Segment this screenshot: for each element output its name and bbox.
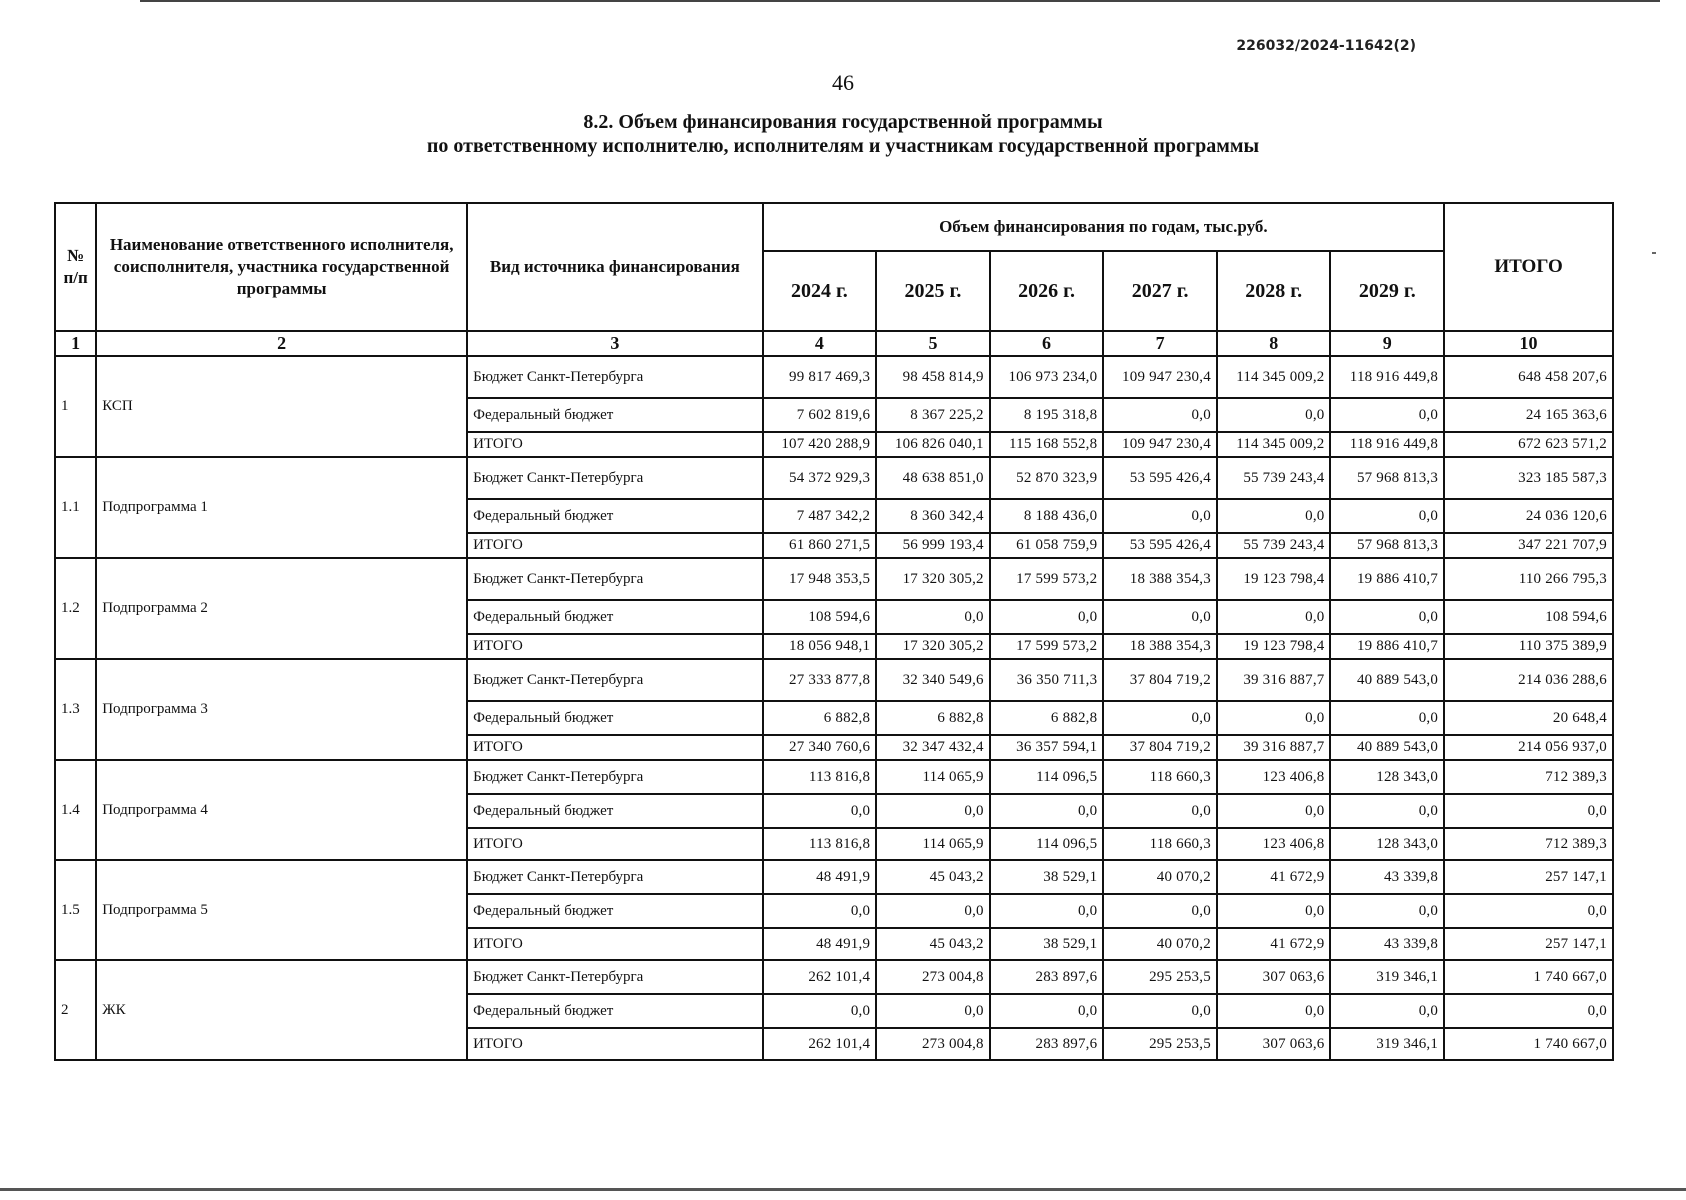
year-value: 128 343,0: [1330, 828, 1444, 860]
year-value: 57 968 813,3: [1330, 457, 1444, 499]
table-row: [55, 558, 1613, 600]
total-value: 648 458 207,6: [1444, 356, 1613, 398]
year-value: 53 595 426,4: [1103, 533, 1217, 558]
year-value: 54 372 929,3: [763, 457, 877, 499]
year-value: 53 595 426,4: [1103, 457, 1217, 499]
year-value: 61 860 271,5: [763, 533, 877, 558]
funding-source: Бюджет Санкт-Петербурга: [467, 860, 763, 894]
year-value: 118 916 449,8: [1330, 432, 1444, 457]
year-value: 8 360 342,4: [876, 499, 990, 533]
table-row: [55, 760, 1613, 794]
funding-source: ИТОГО: [467, 828, 763, 860]
column-index: 2: [96, 331, 467, 356]
year-value: 106 973 234,0: [990, 356, 1104, 398]
year-value: 40 889 543,0: [1330, 735, 1444, 760]
total-value: 110 266 795,3: [1444, 558, 1613, 600]
year-value: 0,0: [876, 894, 990, 928]
year-value: 17 320 305,2: [876, 634, 990, 659]
year-value: 0,0: [763, 994, 877, 1028]
year-value: 18 388 354,3: [1103, 634, 1217, 659]
column-index: 5: [876, 331, 990, 356]
total-value: 257 147,1: [1444, 928, 1613, 960]
section-title: [0, 110, 1686, 158]
year-value: 7 487 342,2: [763, 499, 877, 533]
year-value: 114 065,9: [876, 760, 990, 794]
year-value: 319 346,1: [1330, 1028, 1444, 1060]
year-value: 32 340 549,6: [876, 659, 990, 701]
document-number: 226032/2024-11642(2): [1236, 38, 1416, 54]
total-value: 347 221 707,9: [1444, 533, 1613, 558]
funding-source: Федеральный бюджет: [467, 600, 763, 634]
financing-table: [54, 202, 1614, 1061]
year-value: 0,0: [1217, 398, 1331, 432]
year-value: 0,0: [1330, 701, 1444, 735]
year-value: 19 886 410,7: [1330, 558, 1444, 600]
total-value: 1 740 667,0: [1444, 1028, 1613, 1060]
year-value: 55 739 243,4: [1217, 533, 1331, 558]
row-number: 1.2: [55, 558, 96, 659]
year-value: 6 882,8: [876, 701, 990, 735]
funding-source: ИТОГО: [467, 634, 763, 659]
funding-source: Бюджет Санкт-Петербурга: [467, 760, 763, 794]
column-index: 7: [1103, 331, 1217, 356]
total-value: 24 165 363,6: [1444, 398, 1613, 432]
row-number: 1.3: [55, 659, 96, 760]
total-value: 1 740 667,0: [1444, 960, 1613, 994]
year-value: 39 316 887,7: [1217, 735, 1331, 760]
total-value: 323 185 587,3: [1444, 457, 1613, 499]
year-value: 106 826 040,1: [876, 432, 990, 457]
year-value: 273 004,8: [876, 960, 990, 994]
year-value: 0,0: [990, 600, 1104, 634]
funding-source: Федеральный бюджет: [467, 398, 763, 432]
title-line-1: 8.2. Объем финансирования государственной программы: [583, 111, 1103, 133]
funding-source: Бюджет Санкт-Петербурга: [467, 457, 763, 499]
row-number: 2: [55, 960, 96, 1060]
funding-source: Федеральный бюджет: [467, 894, 763, 928]
funding-source: ИТОГО: [467, 735, 763, 760]
year-value: 295 253,5: [1103, 1028, 1217, 1060]
year-value: 8 188 436,0: [990, 499, 1104, 533]
margin-mark: [1652, 252, 1656, 254]
year-value: 113 816,8: [763, 828, 877, 860]
header-year: 2024 г.: [763, 251, 877, 331]
year-value: 37 804 719,2: [1103, 735, 1217, 760]
funding-source: Бюджет Санкт-Петербурга: [467, 356, 763, 398]
year-value: 61 058 759,9: [990, 533, 1104, 558]
year-value: 98 458 814,9: [876, 356, 990, 398]
year-value: 109 947 230,4: [1103, 356, 1217, 398]
column-index: 10: [1444, 331, 1613, 356]
table-row: [55, 860, 1613, 894]
total-value: 672 623 571,2: [1444, 432, 1613, 457]
row-number: 1.4: [55, 760, 96, 860]
column-index: 6: [990, 331, 1104, 356]
table-row: [55, 457, 1613, 499]
year-value: 0,0: [1217, 894, 1331, 928]
year-value: 115 168 552,8: [990, 432, 1104, 457]
header-executor-name: Наименование ответственного исполнителя, соисполнителя, участника государственной программы: [96, 203, 467, 331]
year-value: 0,0: [1103, 994, 1217, 1028]
year-value: 45 043,2: [876, 928, 990, 960]
year-value: 114 345 009,2: [1217, 432, 1331, 457]
year-value: 0,0: [876, 994, 990, 1028]
year-value: 114 065,9: [876, 828, 990, 860]
funding-source: ИТОГО: [467, 1028, 763, 1060]
year-value: 39 316 887,7: [1217, 659, 1331, 701]
year-value: 0,0: [1217, 600, 1331, 634]
year-value: 41 672,9: [1217, 928, 1331, 960]
year-value: 114 096,5: [990, 760, 1104, 794]
row-number: 1: [55, 356, 96, 457]
year-value: 123 406,8: [1217, 760, 1331, 794]
funding-source: ИТОГО: [467, 533, 763, 558]
year-value: 108 594,6: [763, 600, 877, 634]
executor-name: Подпрограмма 5: [96, 860, 467, 960]
year-value: 57 968 813,3: [1330, 533, 1444, 558]
funding-source: ИТОГО: [467, 928, 763, 960]
year-value: 114 096,5: [990, 828, 1104, 860]
total-value: 712 389,3: [1444, 828, 1613, 860]
year-value: 0,0: [1330, 398, 1444, 432]
total-value: 108 594,6: [1444, 600, 1613, 634]
table-body: [55, 356, 1613, 1060]
year-value: 118 660,3: [1103, 760, 1217, 794]
year-value: 0,0: [1330, 600, 1444, 634]
executor-name: Подпрограмма 3: [96, 659, 467, 760]
year-value: 0,0: [1330, 894, 1444, 928]
header-year: 2029 г.: [1330, 251, 1444, 331]
year-value: 48 638 851,0: [876, 457, 990, 499]
column-index: 9: [1330, 331, 1444, 356]
year-value: 0,0: [1217, 499, 1331, 533]
funding-source: Федеральный бюджет: [467, 499, 763, 533]
page-number: 46: [832, 70, 854, 95]
year-value: 307 063,6: [1217, 1028, 1331, 1060]
header-year: 2025 г.: [876, 251, 990, 331]
year-value: 118 660,3: [1103, 828, 1217, 860]
year-value: 0,0: [1330, 794, 1444, 828]
total-value: 257 147,1: [1444, 860, 1613, 894]
header-year: 2028 г.: [1217, 251, 1331, 331]
total-value: 24 036 120,6: [1444, 499, 1613, 533]
year-value: 19 886 410,7: [1330, 634, 1444, 659]
year-value: 40 070,2: [1103, 928, 1217, 960]
header-total: ИТОГО: [1444, 203, 1613, 331]
column-index: 8: [1217, 331, 1331, 356]
year-value: 36 350 711,3: [990, 659, 1104, 701]
total-value: 712 389,3: [1444, 760, 1613, 794]
year-value: 17 948 353,5: [763, 558, 877, 600]
total-value: 110 375 389,9: [1444, 634, 1613, 659]
title-line-2: по ответственному исполнителю, исполнителям и участникам государственной программы: [426, 135, 1260, 157]
funding-source: Федеральный бюджет: [467, 994, 763, 1028]
year-value: 18 388 354,3: [1103, 558, 1217, 600]
header-row-number: № п/п: [55, 203, 96, 331]
year-value: 48 491,9: [763, 928, 877, 960]
total-value: 0,0: [1444, 894, 1613, 928]
year-value: 37 804 719,2: [1103, 659, 1217, 701]
executor-name: Подпрограмма 4: [96, 760, 467, 860]
row-number: 1.1: [55, 457, 96, 558]
year-value: 128 343,0: [1330, 760, 1444, 794]
header-funding-by-year: Объем финансирования по годам, тыс.руб.: [763, 203, 1445, 251]
total-value: 0,0: [1444, 994, 1613, 1028]
year-value: 17 320 305,2: [876, 558, 990, 600]
year-value: 41 672,9: [1217, 860, 1331, 894]
funding-source: Бюджет Санкт-Петербурга: [467, 960, 763, 994]
year-value: 55 739 243,4: [1217, 457, 1331, 499]
year-value: 0,0: [876, 794, 990, 828]
funding-source: Бюджет Санкт-Петербурга: [467, 659, 763, 701]
year-value: 0,0: [1103, 894, 1217, 928]
year-value: 38 529,1: [990, 860, 1104, 894]
total-value: 0,0: [1444, 794, 1613, 828]
funding-source: Бюджет Санкт-Петербурга: [467, 558, 763, 600]
year-value: 123 406,8: [1217, 828, 1331, 860]
year-value: 7 602 819,6: [763, 398, 877, 432]
column-index: 1: [55, 331, 96, 356]
executor-name: ЖК: [96, 960, 467, 1060]
year-value: 27 333 877,8: [763, 659, 877, 701]
year-value: 0,0: [990, 794, 1104, 828]
header-year: 2027 г.: [1103, 251, 1217, 331]
year-value: 273 004,8: [876, 1028, 990, 1060]
year-value: 295 253,5: [1103, 960, 1217, 994]
year-value: 0,0: [990, 994, 1104, 1028]
year-value: 0,0: [1103, 701, 1217, 735]
year-value: 8 195 318,8: [990, 398, 1104, 432]
year-value: 307 063,6: [1217, 960, 1331, 994]
year-value: 109 947 230,4: [1103, 432, 1217, 457]
year-value: 40 889 543,0: [1330, 659, 1444, 701]
year-value: 43 339,8: [1330, 928, 1444, 960]
year-value: 17 599 573,2: [990, 558, 1104, 600]
year-value: 0,0: [1217, 794, 1331, 828]
year-value: 36 357 594,1: [990, 735, 1104, 760]
funding-source: Федеральный бюджет: [467, 794, 763, 828]
funding-source: Федеральный бюджет: [467, 701, 763, 735]
year-value: 118 916 449,8: [1330, 356, 1444, 398]
year-value: 18 056 948,1: [763, 634, 877, 659]
column-index: 4: [763, 331, 877, 356]
header-year: 2026 г.: [990, 251, 1104, 331]
row-number: 1.5: [55, 860, 96, 960]
top-edge-line: [140, 0, 1660, 2]
year-value: 283 897,6: [990, 960, 1104, 994]
year-value: 0,0: [990, 894, 1104, 928]
column-index: 3: [467, 331, 763, 356]
year-value: 107 420 288,9: [763, 432, 877, 457]
year-value: 0,0: [763, 894, 877, 928]
year-value: 262 101,4: [763, 960, 877, 994]
bottom-edge-line: [0, 1188, 1686, 1191]
year-value: 0,0: [1330, 499, 1444, 533]
year-value: 113 816,8: [763, 760, 877, 794]
year-value: 48 491,9: [763, 860, 877, 894]
year-value: 0,0: [1103, 600, 1217, 634]
year-value: 6 882,8: [990, 701, 1104, 735]
year-value: 0,0: [1217, 701, 1331, 735]
year-value: 0,0: [1217, 994, 1331, 1028]
year-value: 19 123 798,4: [1217, 634, 1331, 659]
funding-source: ИТОГО: [467, 432, 763, 457]
year-value: 0,0: [1103, 794, 1217, 828]
executor-name: КСП: [96, 356, 467, 457]
year-value: 43 339,8: [1330, 860, 1444, 894]
year-value: 0,0: [1330, 994, 1444, 1028]
year-value: 0,0: [1103, 499, 1217, 533]
header-funding-source: Вид источника финансирования: [467, 203, 763, 331]
year-value: 38 529,1: [990, 928, 1104, 960]
table-row: [55, 659, 1613, 701]
year-value: 8 367 225,2: [876, 398, 990, 432]
year-value: 99 817 469,3: [763, 356, 877, 398]
year-value: 52 870 323,9: [990, 457, 1104, 499]
total-value: 20 648,4: [1444, 701, 1613, 735]
table-row: [55, 960, 1613, 994]
year-value: 32 347 432,4: [876, 735, 990, 760]
year-value: 40 070,2: [1103, 860, 1217, 894]
year-value: 114 345 009,2: [1217, 356, 1331, 398]
year-value: 0,0: [876, 600, 990, 634]
year-value: 19 123 798,4: [1217, 558, 1331, 600]
total-value: 214 036 288,6: [1444, 659, 1613, 701]
year-value: 17 599 573,2: [990, 634, 1104, 659]
year-value: 27 340 760,6: [763, 735, 877, 760]
executor-name: Подпрограмма 2: [96, 558, 467, 659]
total-value: 214 056 937,0: [1444, 735, 1613, 760]
year-value: 56 999 193,4: [876, 533, 990, 558]
executor-name: Подпрограмма 1: [96, 457, 467, 558]
year-value: 319 346,1: [1330, 960, 1444, 994]
year-value: 283 897,6: [990, 1028, 1104, 1060]
year-value: 0,0: [763, 794, 877, 828]
year-value: 6 882,8: [763, 701, 877, 735]
year-value: 0,0: [1103, 398, 1217, 432]
year-value: 262 101,4: [763, 1028, 877, 1060]
year-value: 45 043,2: [876, 860, 990, 894]
table-row: [55, 356, 1613, 398]
